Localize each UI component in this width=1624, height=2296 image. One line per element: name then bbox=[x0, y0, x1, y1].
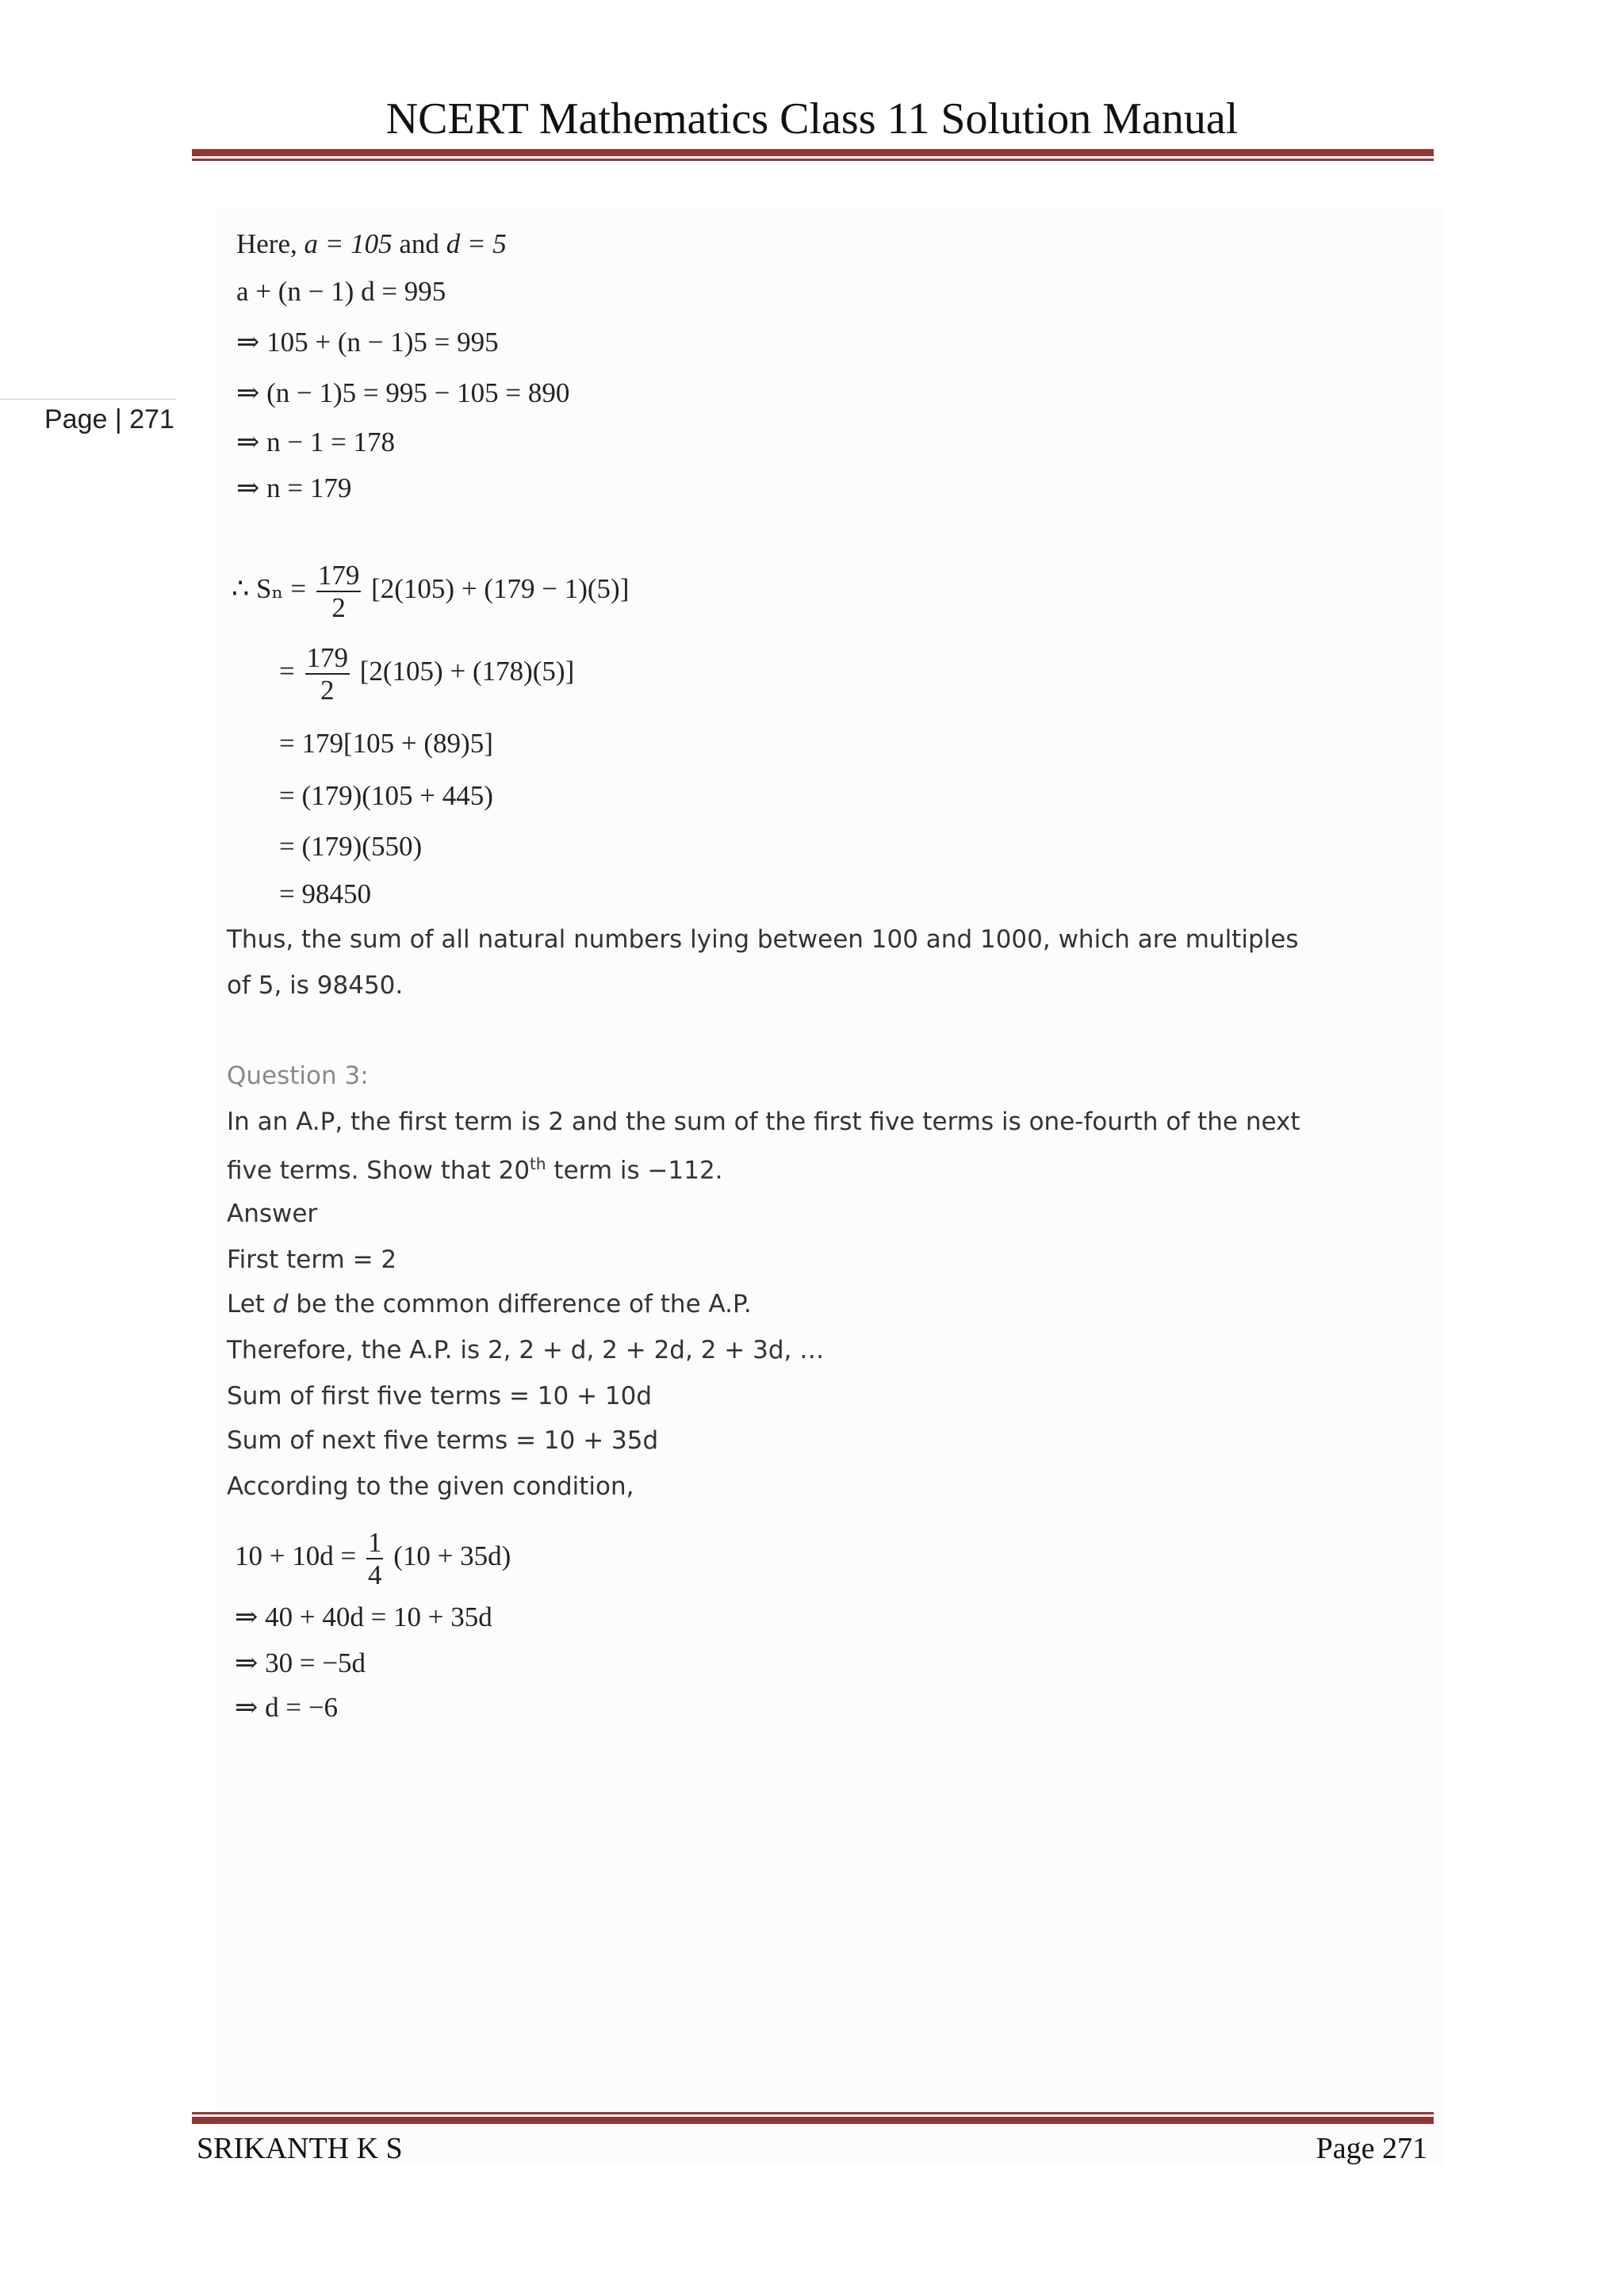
question-3-text-part-b: term is −112. bbox=[546, 1156, 723, 1185]
let-d-variable: d bbox=[272, 1290, 289, 1318]
q3-equation-3: ⇒ 30 = −5d bbox=[235, 1647, 366, 1678]
q3-eq1-left: 10 + 10d = bbox=[235, 1540, 357, 1572]
equation-line-2: ⇒ 105 + (n − 1)5 = 995 bbox=[236, 327, 499, 358]
first-term-line: First term = 2 bbox=[227, 1246, 397, 1274]
sum-line-2-bracket: [2(105) + (178)(5)] bbox=[359, 656, 575, 687]
sum-prefix: ∴ Sₙ = bbox=[232, 573, 307, 605]
let-d-part-a: Let bbox=[227, 1290, 273, 1318]
sum-first-five-line: Sum of first five terms = 10 + 10d bbox=[227, 1382, 653, 1410]
q3-equation-1 bbox=[235, 1529, 511, 1589]
q3-eq1-right: (10 + 35d) bbox=[393, 1540, 511, 1572]
sum-line-2-numerator: 179 bbox=[306, 642, 348, 673]
sum-line-5: = (179)(550) bbox=[279, 831, 423, 862]
q3-eq1-denominator: 4 bbox=[367, 1559, 382, 1590]
footer-page-number: Page 271 bbox=[1316, 2132, 1427, 2165]
footer-author: SRIKANTH K S bbox=[197, 2132, 403, 2165]
sum-line-2-prefix: = bbox=[279, 656, 295, 687]
sum-line-6: = 98450 bbox=[279, 878, 371, 909]
given-values bbox=[236, 230, 507, 258]
q3-equation-4: ⇒ d = −6 bbox=[235, 1692, 339, 1723]
question-3-text-part-a: five terms. Show that 20 bbox=[227, 1156, 530, 1185]
page-header-title: NCERT Mathematics Class 11 Solution Manual bbox=[385, 94, 1239, 144]
conclusion-line-1: Thus, the sum of all natural numbers lying between 100 and 1000, which are multiples bbox=[227, 925, 1299, 954]
footer-rule-thick bbox=[192, 2117, 1434, 2124]
q3-equation-2: ⇒ 40 + 40d = 10 + 35d bbox=[235, 1601, 492, 1632]
given-here: Here, bbox=[236, 228, 297, 259]
given-d: d = 5 bbox=[446, 228, 507, 259]
side-divider bbox=[0, 399, 176, 400]
ap-sequence-line: Therefore, the A.P. is 2, 2 + d, 2 + 2d, 2 + 3d, … bbox=[227, 1336, 825, 1364]
header-rule-thin bbox=[192, 159, 1434, 161]
equation-line-3: ⇒ (n − 1)5 = 995 − 105 = 890 bbox=[236, 377, 570, 408]
equation-line-1: a + (n − 1) d = 995 bbox=[236, 276, 446, 307]
sum-fraction bbox=[316, 561, 362, 622]
sum-line-4: = (179)(105 + 445) bbox=[279, 780, 493, 811]
given-a: a = 105 bbox=[304, 228, 393, 259]
sum-fraction-denominator: 2 bbox=[331, 592, 346, 623]
sum-line-1-bracket: [2(105) + (179 − 1)(5)] bbox=[371, 573, 630, 605]
equation-line-5: ⇒ n = 179 bbox=[236, 473, 352, 503]
footer-rule-thin bbox=[192, 2112, 1434, 2114]
sum-line-2 bbox=[279, 644, 574, 704]
question-3-text-line-1: In an A.P, the first term is 2 and the sum of the first five terms is one-fourth of the next bbox=[227, 1108, 1300, 1136]
side-page-label: Page | 271 bbox=[44, 404, 174, 434]
scanned-content-area bbox=[216, 208, 1443, 2166]
question-3-text-line-2 bbox=[227, 1156, 723, 1183]
sum-line-3: = 179[105 + (89)5] bbox=[279, 728, 493, 759]
sum-line-2-fraction bbox=[305, 644, 350, 704]
given-and: and bbox=[399, 228, 439, 259]
sum-line-1 bbox=[232, 561, 629, 622]
sum-next-five-line: Sum of next five terms = 10 + 35d bbox=[227, 1426, 659, 1455]
header-rule-thick bbox=[192, 149, 1434, 156]
let-d-part-b: be the common difference of the A.P. bbox=[288, 1290, 752, 1318]
let-d-line bbox=[227, 1292, 752, 1317]
conclusion-line-2: of 5, is 98450. bbox=[227, 971, 404, 1000]
answer-label: Answer bbox=[227, 1200, 318, 1228]
ordinal-superscript: th bbox=[530, 1154, 546, 1173]
sum-line-2-denominator: 2 bbox=[320, 675, 335, 706]
q3-eq1-fraction bbox=[366, 1529, 384, 1589]
equation-line-4: ⇒ n − 1 = 178 bbox=[236, 427, 396, 457]
condition-line: According to the given condition, bbox=[227, 1472, 634, 1501]
question-3-heading: Question 3: bbox=[227, 1062, 369, 1090]
q3-eq1-numerator: 1 bbox=[367, 1527, 382, 1558]
sum-fraction-numerator: 179 bbox=[317, 560, 360, 591]
